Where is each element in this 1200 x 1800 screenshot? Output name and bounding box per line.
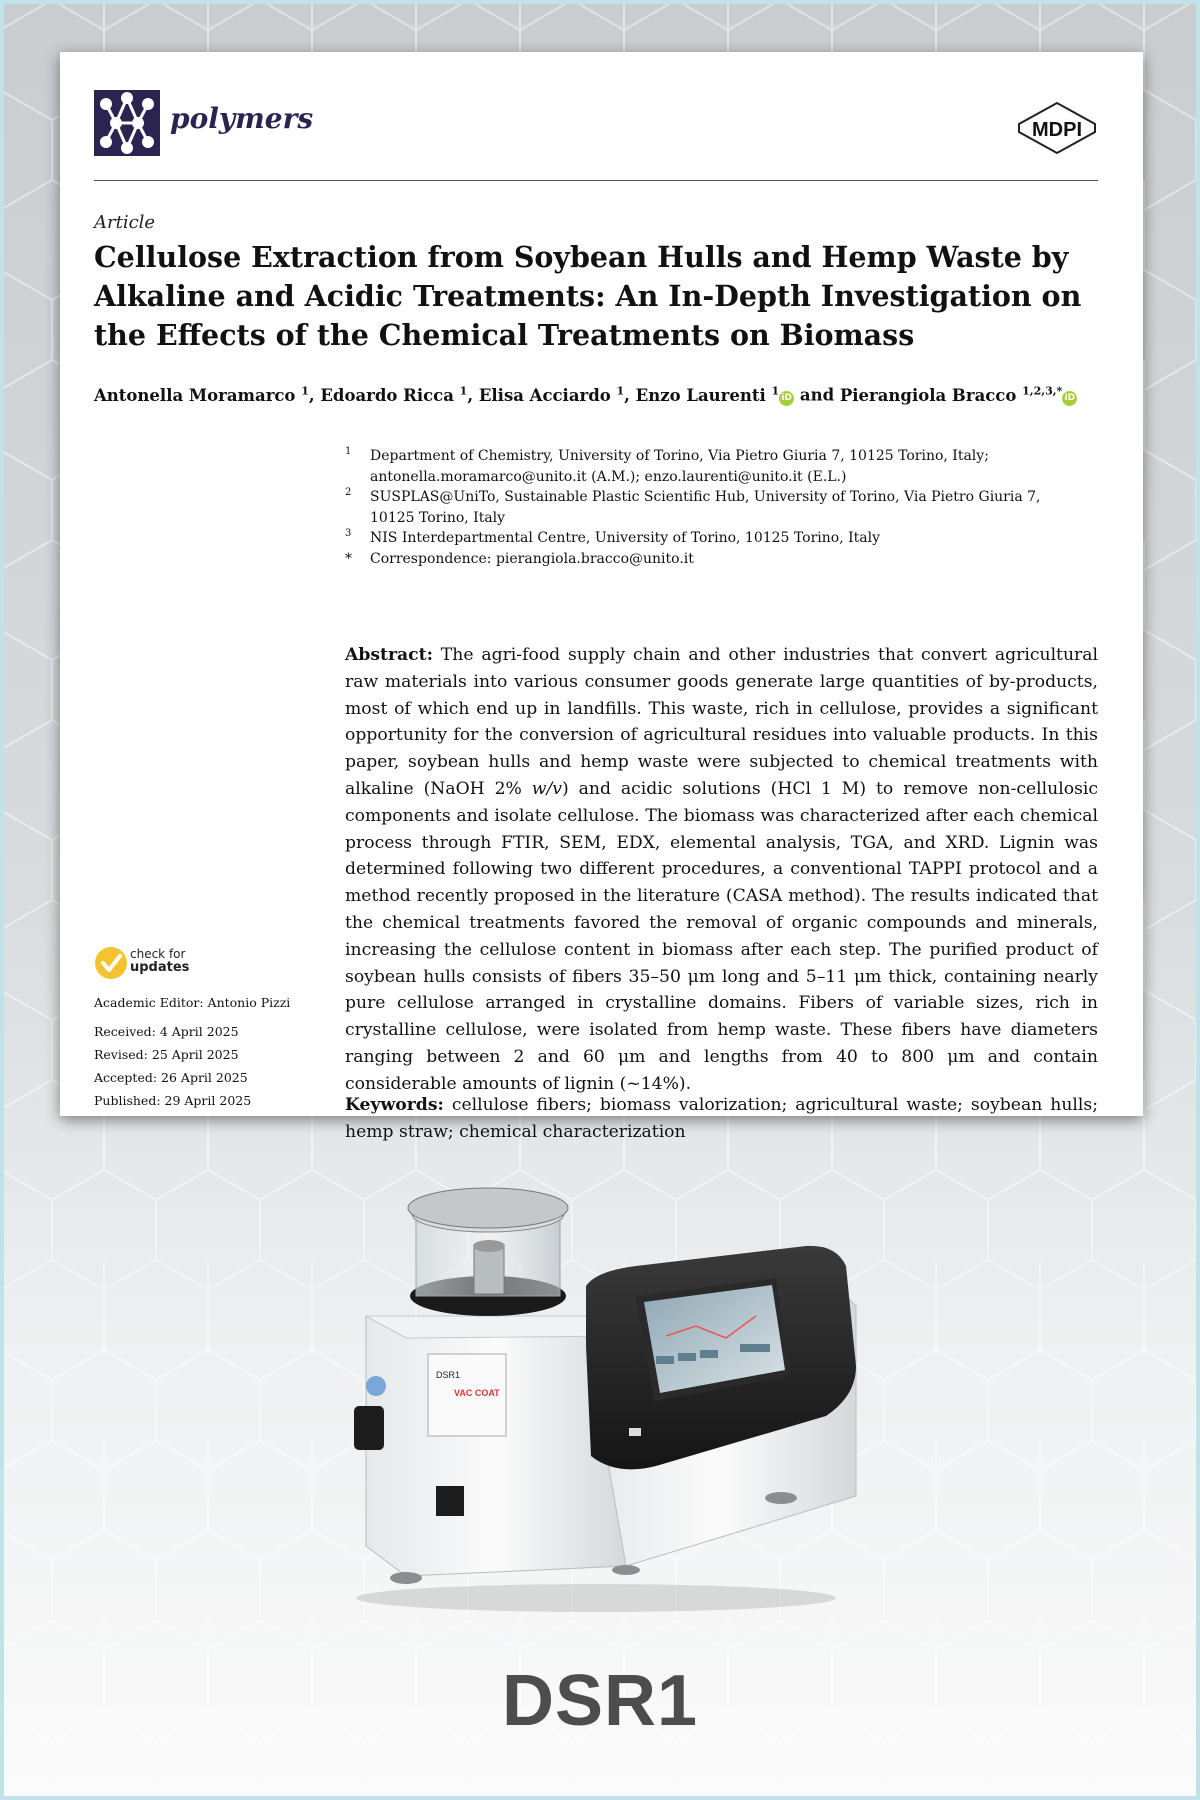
product-caption: DSR1 [501,1661,699,1741]
publisher-name: MDPI [1032,119,1082,141]
affiliation-item: 3 NIS Interdepartmental Centre, University of Torino, 10125 Torino, Italy [345,528,880,546]
author[interactable]: Edoardo Ricca $^1$ [320,384,468,405]
author[interactable]: Antonella Moramarco $^1$ [94,384,309,405]
affiliation-item: 1 Department of Chemistry, University of Torino, Via Pietro Giuria 7, 10125 Torino, Italy; antonella.moramarco@unito.it (A.M.); enzo.laurenti@unito.it (E.L.) [345,446,1105,487]
correspondence[interactable]: * Correspondence: pierangiola.bracco@unito.it [345,550,694,567]
affiliation-item: 2 SUSPLAS@UniTo, Sustainable Plastic Scientific Hub, University of Torino, Via Pietro Giuria 7, 10125 Torino, Italy [345,487,1041,526]
check-for-updates-label[interactable]: check for updates [130,947,190,975]
email-links[interactable]: antonella.moramarco@unito.it (A.M.); enzo.laurenti@unito.it (E.L.) [370,468,847,485]
date-accepted: Accepted: 26 April 2025 [94,1070,248,1085]
abstract-label: Abstract: [345,645,433,665]
date-received: Received: 4 April 2025 [94,1024,239,1039]
date-published: Published: 29 April 2025 [94,1093,252,1108]
abstract: Abstract: The agri-food supply chain and other industries that convert agricultural raw materials into various consumer goods generate large quantities of by-products, most of which end up in landfills. This waste, rich in cellulose, provides a significant opportunity for the conversion of agricultural residues into valuable products. In this paper, soybean hulls and hemp waste were subjected to chemical treatments with alkaline (NaOH 2% w/v) and acidic solutions (HCl 1 M) to remove non-cellulosic components and isolate cellulose. The biomass was characterized after each chemical process through FTIR, SEM, EDX, elemental analysis, TGA, and XRD. Lignin was determined following two different procedures, a conventional TAPPI protocol and a method recently proposed in the literature (CASA method). The results indicated that the chemical treatments favored the removal of organic compounds and minerals, increasing the cellulose content in biomass after each step. The purified product of soybean hulls consists of fibers 35–50 μm long and 5–11 μm thick, containing nearly pure cellulose arranged in crystalline domains. Fibers of variable sizes, rich in crystalline cellulose, were isolated from hemp waste. These fibers have diameters ranging between 2 and 60 μm and lengths from 40 to 800 μm and contain considerable amounts of lignin (~14%). [345,645,1099,1094]
academic-editor: Academic Editor: Antonio Pizzi [94,995,291,1010]
orcid-icon[interactable]: iD [1062,391,1077,406]
author[interactable]: Enzo Laurenti $^1$iD [636,386,794,405]
article-type: Article [94,212,156,233]
author-list: Antonella Moramarco $^1$, Edoardo Ricca $^1$, Elisa Acciardo $^1$, Enzo Laurenti $^1$iD and Pierangiola Bracco $^{1,2,3,*}$iD [94,384,1077,406]
device-brand-label: VAC COAT [454,1388,500,1398]
keywords: Keywords: cellulose fibers; biomass valorization; agricultural waste; soybean hulls; hemp straw; chemical characterization [345,1095,1098,1142]
date-revised: Revised: 25 April 2025 [94,1047,239,1062]
journal-name: polymers [170,102,314,135]
keywords-label: Keywords: [345,1095,444,1115]
author[interactable]: Elisa Acciardo $^1$ [478,384,625,405]
orcid-icon[interactable]: iD [779,391,794,406]
author[interactable]: Pierangiola Bracco $^{1,2,3,*}$iD [840,386,1077,405]
device-model-label: DSR1 [436,1370,461,1380]
article-title: Cellulose Extraction from Soybean Hulls and Hemp Waste by Alkaline and Acidic Treatments: An In-Depth Investigation on the Effects of the Chemical Treatments on Biomass [94,240,1082,352]
